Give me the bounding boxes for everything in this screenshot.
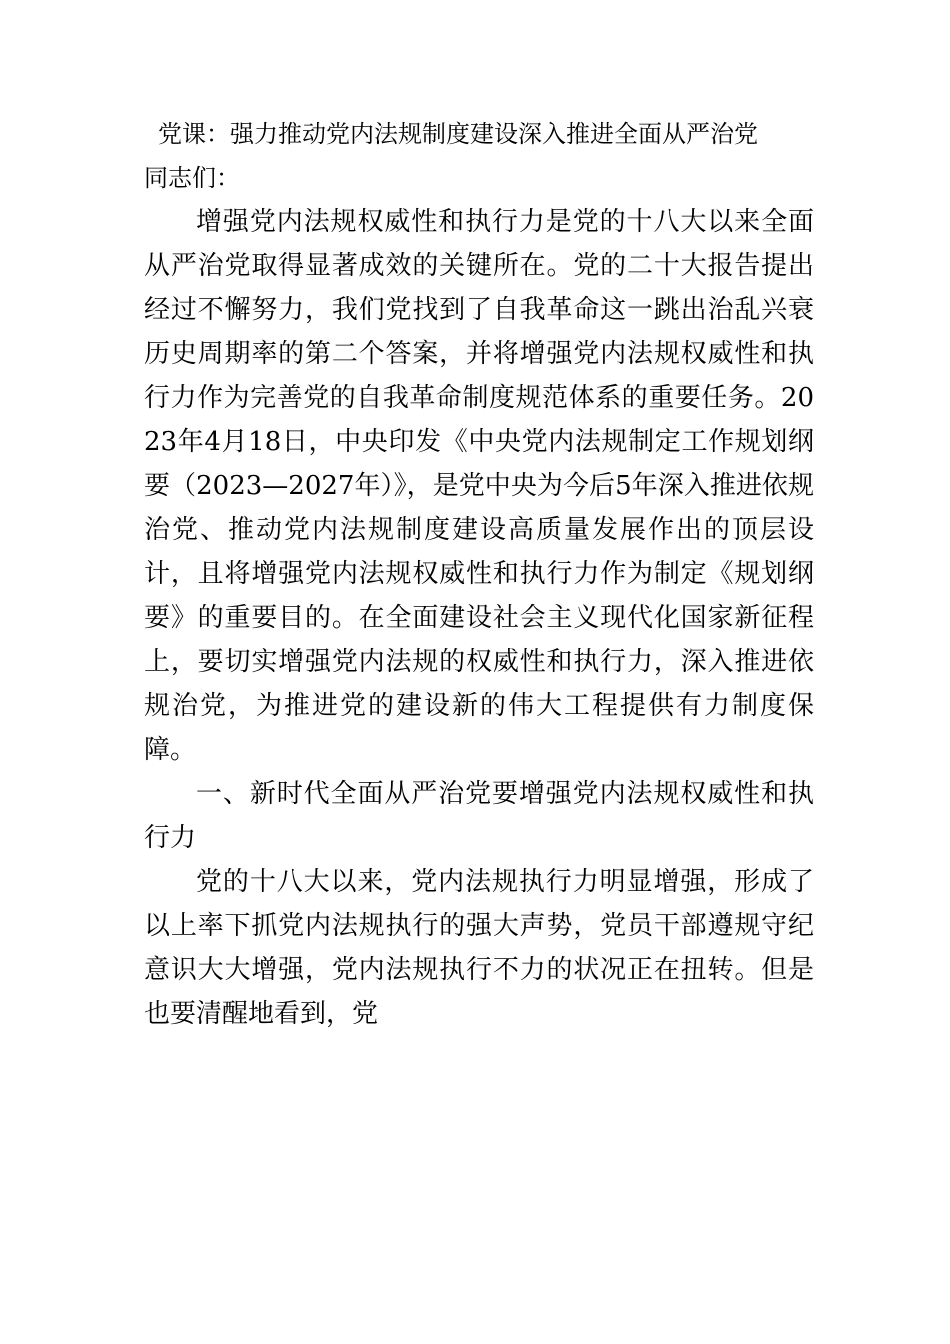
document-body [144,112,814,1036]
document-title: 党课：强力推动党内法规制度建设深入推进全面从严治党 [158,120,758,148]
paragraph-section-1: 党的十八大以来，党内法规执行力明显增强，形成了以上率下抓党内法规执行的强大声势，党员干部遵规守纪意识大大增强，党内法规执行不力的状况正在扭转。但是也要清醒地看到，党 [144,867,814,1029]
greeting: 同志们： [144,164,240,192]
paragraph-intro: 增强党内法规权威性和执行力是党的十八大以来全面从严治党取得显著成效的关键所在。党的二十大报告提出经过不懈努力，我们党找到了自我革命这一跳出治乱兴衰历史周期率的第二个答案，并将增强党内法规权威性和执行力作为完善党的自我革命制度规范体系的重要任务。2023年4月18日，中央印发《中央党内法规制定工作规划纲要（2023—2027年）》，是党中央为今后5年深入推进依规治党、推动党内法规制度建设高质量发展作出的顶层设计，且将增强党内法规权威性和执行力作为制定《规划纲要》的重要目的。在全面建设社会主义现代化国家新征程上，要切实增强党内法规的权威性和执行力，深入推进依规治党，为推进党的建设新的伟大工程提供有力制度保障。 [144,207,814,765]
section-heading-1: 一、新时代全面从严治党要增强党内法规权威性和执行力 [144,779,814,853]
